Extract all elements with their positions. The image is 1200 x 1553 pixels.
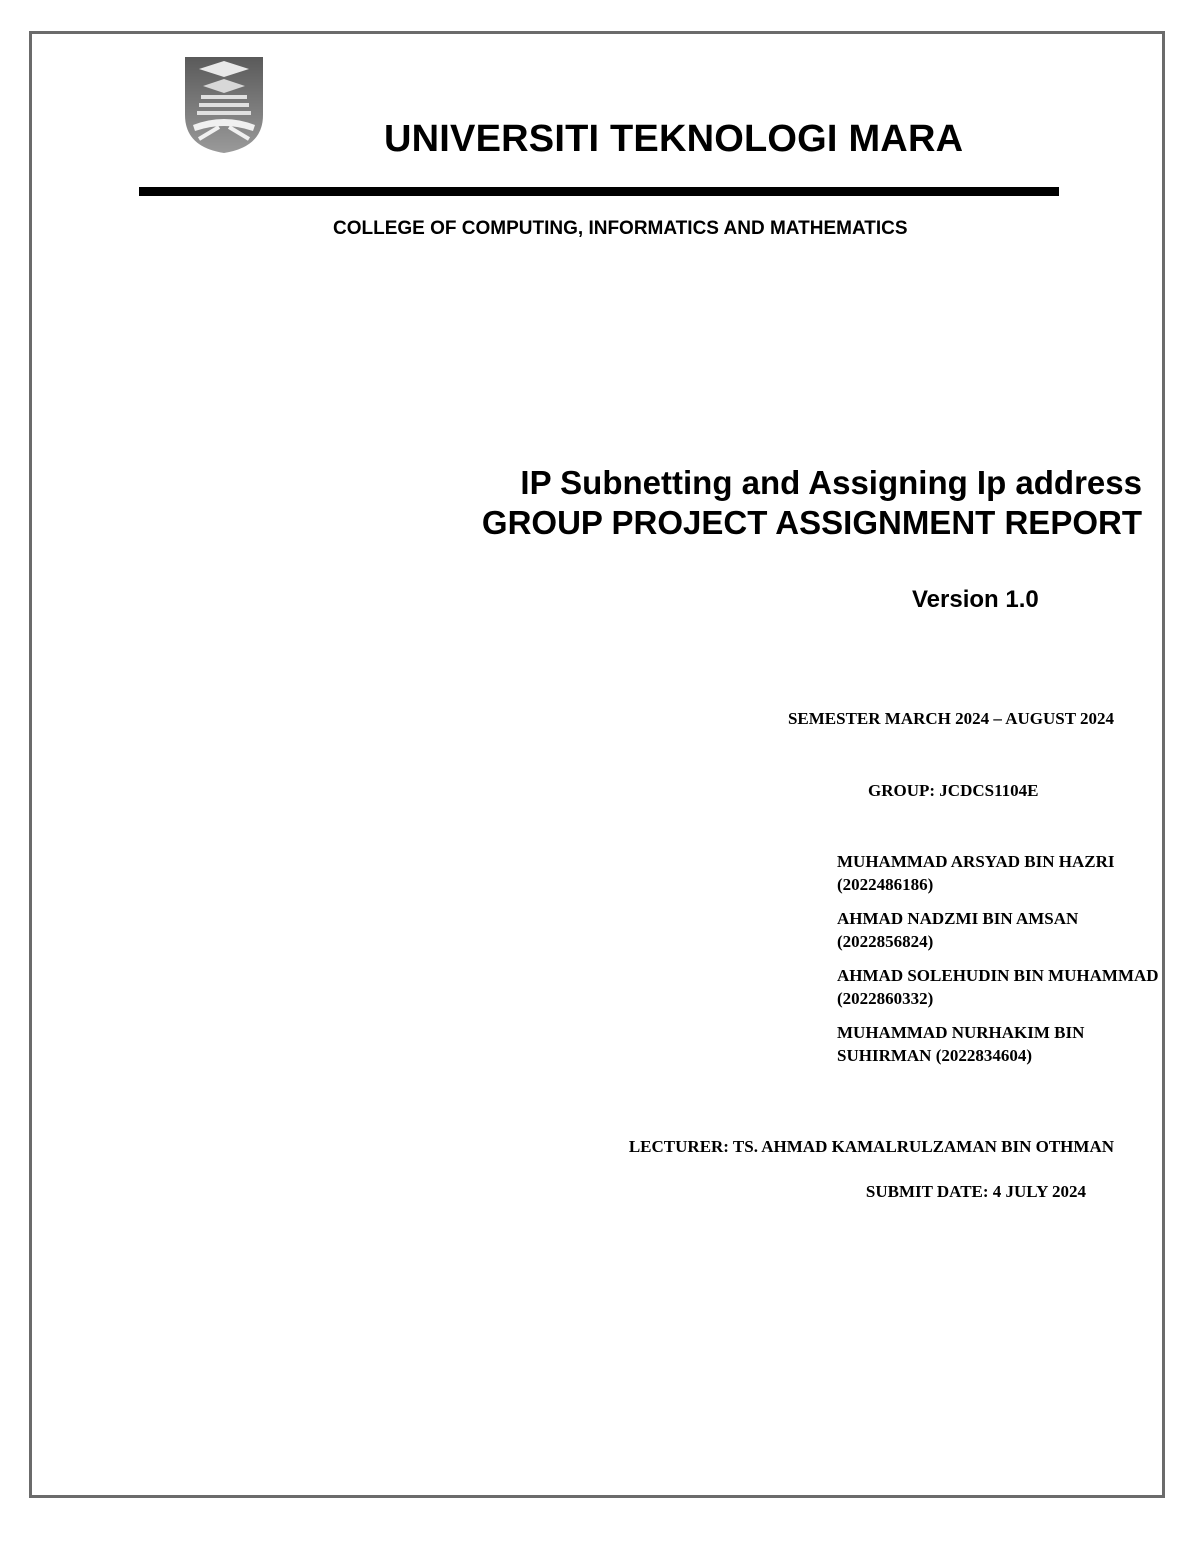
submit-date-label: SUBMIT DATE: 4 JULY 2024 bbox=[865, 1182, 1086, 1201]
lecturer-label: LECTURER: TS. AHMAD KAMALRULZAMAN BIN OTHMAN bbox=[628, 1137, 1114, 1156]
member-item: AHMAD NADZMI BIN AMSAN (2022856824) bbox=[837, 909, 1079, 951]
member-item: AHMAD SOLEHUDIN BIN MUHAMMAD (2022860332) bbox=[837, 966, 1159, 1008]
semester-label: SEMESTER MARCH 2024 – AUGUST 2024 bbox=[787, 709, 1114, 728]
report-title-line1: IP Subnetting and Assigning Ip address bbox=[520, 464, 1142, 501]
college-name: COLLEGE OF COMPUTING, INFORMATICS AND MATHEMATICS bbox=[333, 218, 908, 239]
version-label: Version 1.0 bbox=[912, 586, 1039, 613]
report-title-line2: GROUP PROJECT ASSIGNMENT REPORT bbox=[481, 504, 1142, 541]
member-item: MUHAMMAD ARSYAD BIN HAZRI (2022486186) bbox=[837, 852, 1115, 894]
group-label: GROUP: JCDCS1104E bbox=[868, 781, 1039, 800]
report-title bbox=[482, 463, 1142, 543]
header-divider bbox=[139, 187, 1059, 196]
page-frame bbox=[29, 31, 1165, 1498]
member-item: MUHAMMAD NURHAKIM BIN SUHIRMAN (2022834604) bbox=[837, 1023, 1085, 1065]
uitm-crest-icon bbox=[183, 55, 265, 155]
university-name: UNIVERSITI TEKNOLOGI MARA bbox=[384, 118, 964, 160]
member-list bbox=[837, 850, 1167, 1078]
